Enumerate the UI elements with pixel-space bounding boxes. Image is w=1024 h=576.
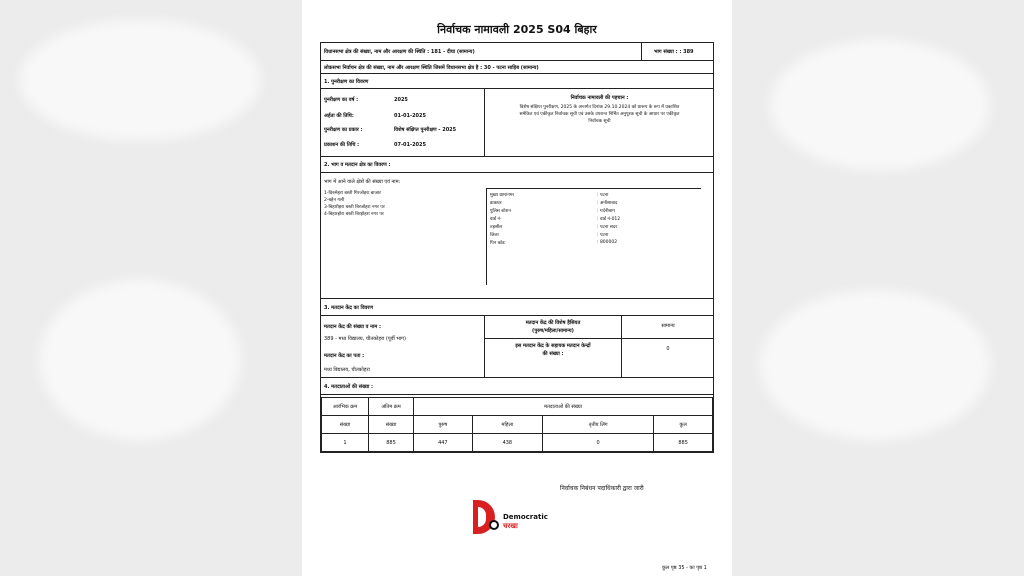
station-address-label: मतदान केंद्र का पता : (324, 353, 365, 359)
detail-value: : गर्दनीबाग (597, 209, 615, 214)
roll-id-text-2: समेकित एवं एकीकृत निर्वाचक सूची एवं उसके उपरान्त निर्मित अनुपूरक सूची के आधार पर एकीकृत (519, 112, 680, 117)
station-value: 389 - मध्य विद्यालय, चीतकोहरा (पूर्वी भाग) (324, 336, 406, 342)
detail-value: : अनीसाबाद (597, 201, 618, 206)
parliament-info: लोकसभा निर्वाचन क्षेत्र की संख्या, नाम और आरक्षण स्थिति जिसमें विधानसभा क्षेत्र है : 30 - पटना साहिब (सामान्य) (324, 65, 539, 71)
detail-label: पुलिस स्टेशन (490, 209, 511, 214)
detail-label: वार्ड नं- (490, 217, 502, 222)
section2-heading-row (321, 157, 713, 173)
background-shape (20, 20, 260, 140)
section4-heading-row (321, 378, 713, 395)
section4-heading: 4. मतदाताओं की संख्या : (324, 384, 374, 390)
aux-stations-label-2: की संख्या : (542, 351, 564, 357)
logo-text-line1: Democratic (503, 513, 548, 521)
roll-id-text-3: निर्वाचक सूची (588, 119, 611, 124)
area-item: 3-बिहारीहरा बस्ती बिरजोहरा नगर पर (324, 205, 385, 210)
revision-year-label: पुनरीक्षण का वर्ष : (324, 97, 359, 103)
third-gender-header: तृतीय लिंग (543, 416, 654, 434)
detail-value: : 800002 (597, 240, 618, 245)
detail-label: पिन कोड (490, 241, 505, 246)
female-count: 438 (472, 434, 542, 452)
qualifying-date-label: अर्हता की तिथि: (324, 113, 354, 119)
area-item: 1-विरुमेहरा बस्ती गिरजोहरा बाजार (324, 191, 381, 196)
aux-stations-value: 0 (666, 346, 670, 352)
station-label: मतदान केंद्र की संख्या व नाम : (324, 324, 381, 330)
voters-count-header: मतदाताओं की संख्या (414, 398, 713, 416)
female-header: महिला (472, 416, 542, 434)
header-row-parliament (321, 61, 713, 74)
voter-count-table (321, 397, 713, 452)
assembly-info: विधानसभा क्षेत्र की संख्या, नाम और आरक्षण की स्थिति : 181 - दीघा (सामान्य) (324, 49, 475, 55)
section1-body (321, 89, 713, 157)
areas-subheading: भाग में आने वाले क्षेत्रों की संख्या एवं नाम: (324, 179, 401, 185)
section3-heading: 3. मतदान केंद्र का विवरण (324, 305, 374, 311)
section3-body (321, 316, 713, 378)
start-serial-subheader: संख्या (322, 416, 369, 434)
station-type-value: सामान्य (661, 323, 675, 329)
total-count: 885 (654, 434, 713, 452)
background-shape (760, 290, 990, 440)
logo-text-line2: चरखा (503, 522, 518, 530)
publication-date-value: 07-01-2025 (394, 142, 426, 148)
background-shape (40, 280, 240, 440)
detail-label: डाकघर (490, 201, 502, 206)
station-type-label-1: मतदान केंद्र की विशेष हैसियत (525, 320, 581, 326)
revision-type-label: पुनरीक्षण का प्रकार : (324, 127, 363, 133)
detail-label: जिला (490, 233, 499, 238)
total-header: कुल (654, 416, 713, 434)
document-page (302, 0, 732, 576)
issuer-note: निर्वाचक निबंधन पदाधिकारी द्वारा जारी (560, 485, 644, 492)
part-number: भाग संख्या : : 389 (654, 49, 694, 55)
page-number: कुल पृष्ठ 35 - का पृष्ठ 1 (662, 565, 707, 571)
area-item: 2-बहेन गली (324, 198, 345, 203)
third-gender-count: 0 (543, 434, 654, 452)
section3-heading-row (321, 299, 713, 316)
voter-list-form (320, 42, 714, 453)
detail-value: : पटना सदर (597, 225, 618, 230)
header-row-assembly (321, 43, 713, 61)
male-count: 447 (414, 434, 473, 452)
section1-heading: 1. पुनरीक्षण का विवरण (324, 79, 369, 85)
male-header: पुरुष (414, 416, 473, 434)
end-serial-header: अंतिम क्रम (369, 398, 414, 416)
detail-value: : वार्ड नं-012 (597, 217, 621, 222)
section2-body (321, 173, 713, 299)
roll-id-heading: निर्वाचक नामावली की पहचान : (570, 95, 629, 101)
revision-type-value: विशेष संक्षिप्त पुनरीक्षण - 2025 (394, 127, 457, 133)
revision-year-value: 2025 (394, 97, 408, 103)
aux-stations-label-1: इस मतदान केंद्र के सहायक मतदान केन्द्रों (515, 343, 591, 349)
section2-heading: 2. भाग व मतदान क्षेत्र का विवरण : (324, 162, 391, 168)
democratic-charkha-logo (473, 500, 563, 534)
document-title: निर्वाचक नामावली 2025 S04 बिहार (437, 23, 597, 36)
area-details-box (486, 188, 701, 285)
end-serial-subheader: संख्या (369, 416, 414, 434)
background-shape (770, 40, 990, 170)
area-item: 4-बिहारहोरा बस्ती बिरहोहरा नगर पर (324, 212, 384, 217)
start-serial-value: 1 (322, 434, 369, 452)
detail-value: : पटना (597, 233, 609, 238)
station-type-label-2: (पुरुष/महिला/सामान्य) (532, 328, 574, 334)
detail-label: तहसील (490, 225, 503, 230)
charkha-wheel-icon (489, 520, 499, 530)
section1-heading-row (321, 74, 713, 89)
station-address-value: मध्य विद्यालय, चीतकोहरा (324, 367, 370, 373)
roll-id-text-1: विशेष संक्षिप्त पुनरीक्षण, 2025 के अन्तर्गत दिनांक 29.10.2024 को प्रारूप के रूप में प्रकाशित (519, 105, 680, 110)
section4-body (321, 395, 713, 452)
start-serial-header: आरंभिक क्रम (322, 398, 369, 416)
end-serial-value: 885 (369, 434, 414, 452)
publication-date-label: प्रकाशन की तिथि : (324, 142, 360, 148)
detail-label: मुख्य ग्राम/नगर (490, 193, 515, 198)
qualifying-date-value: 01-01-2025 (394, 113, 426, 119)
detail-value: : पटना (597, 193, 609, 198)
